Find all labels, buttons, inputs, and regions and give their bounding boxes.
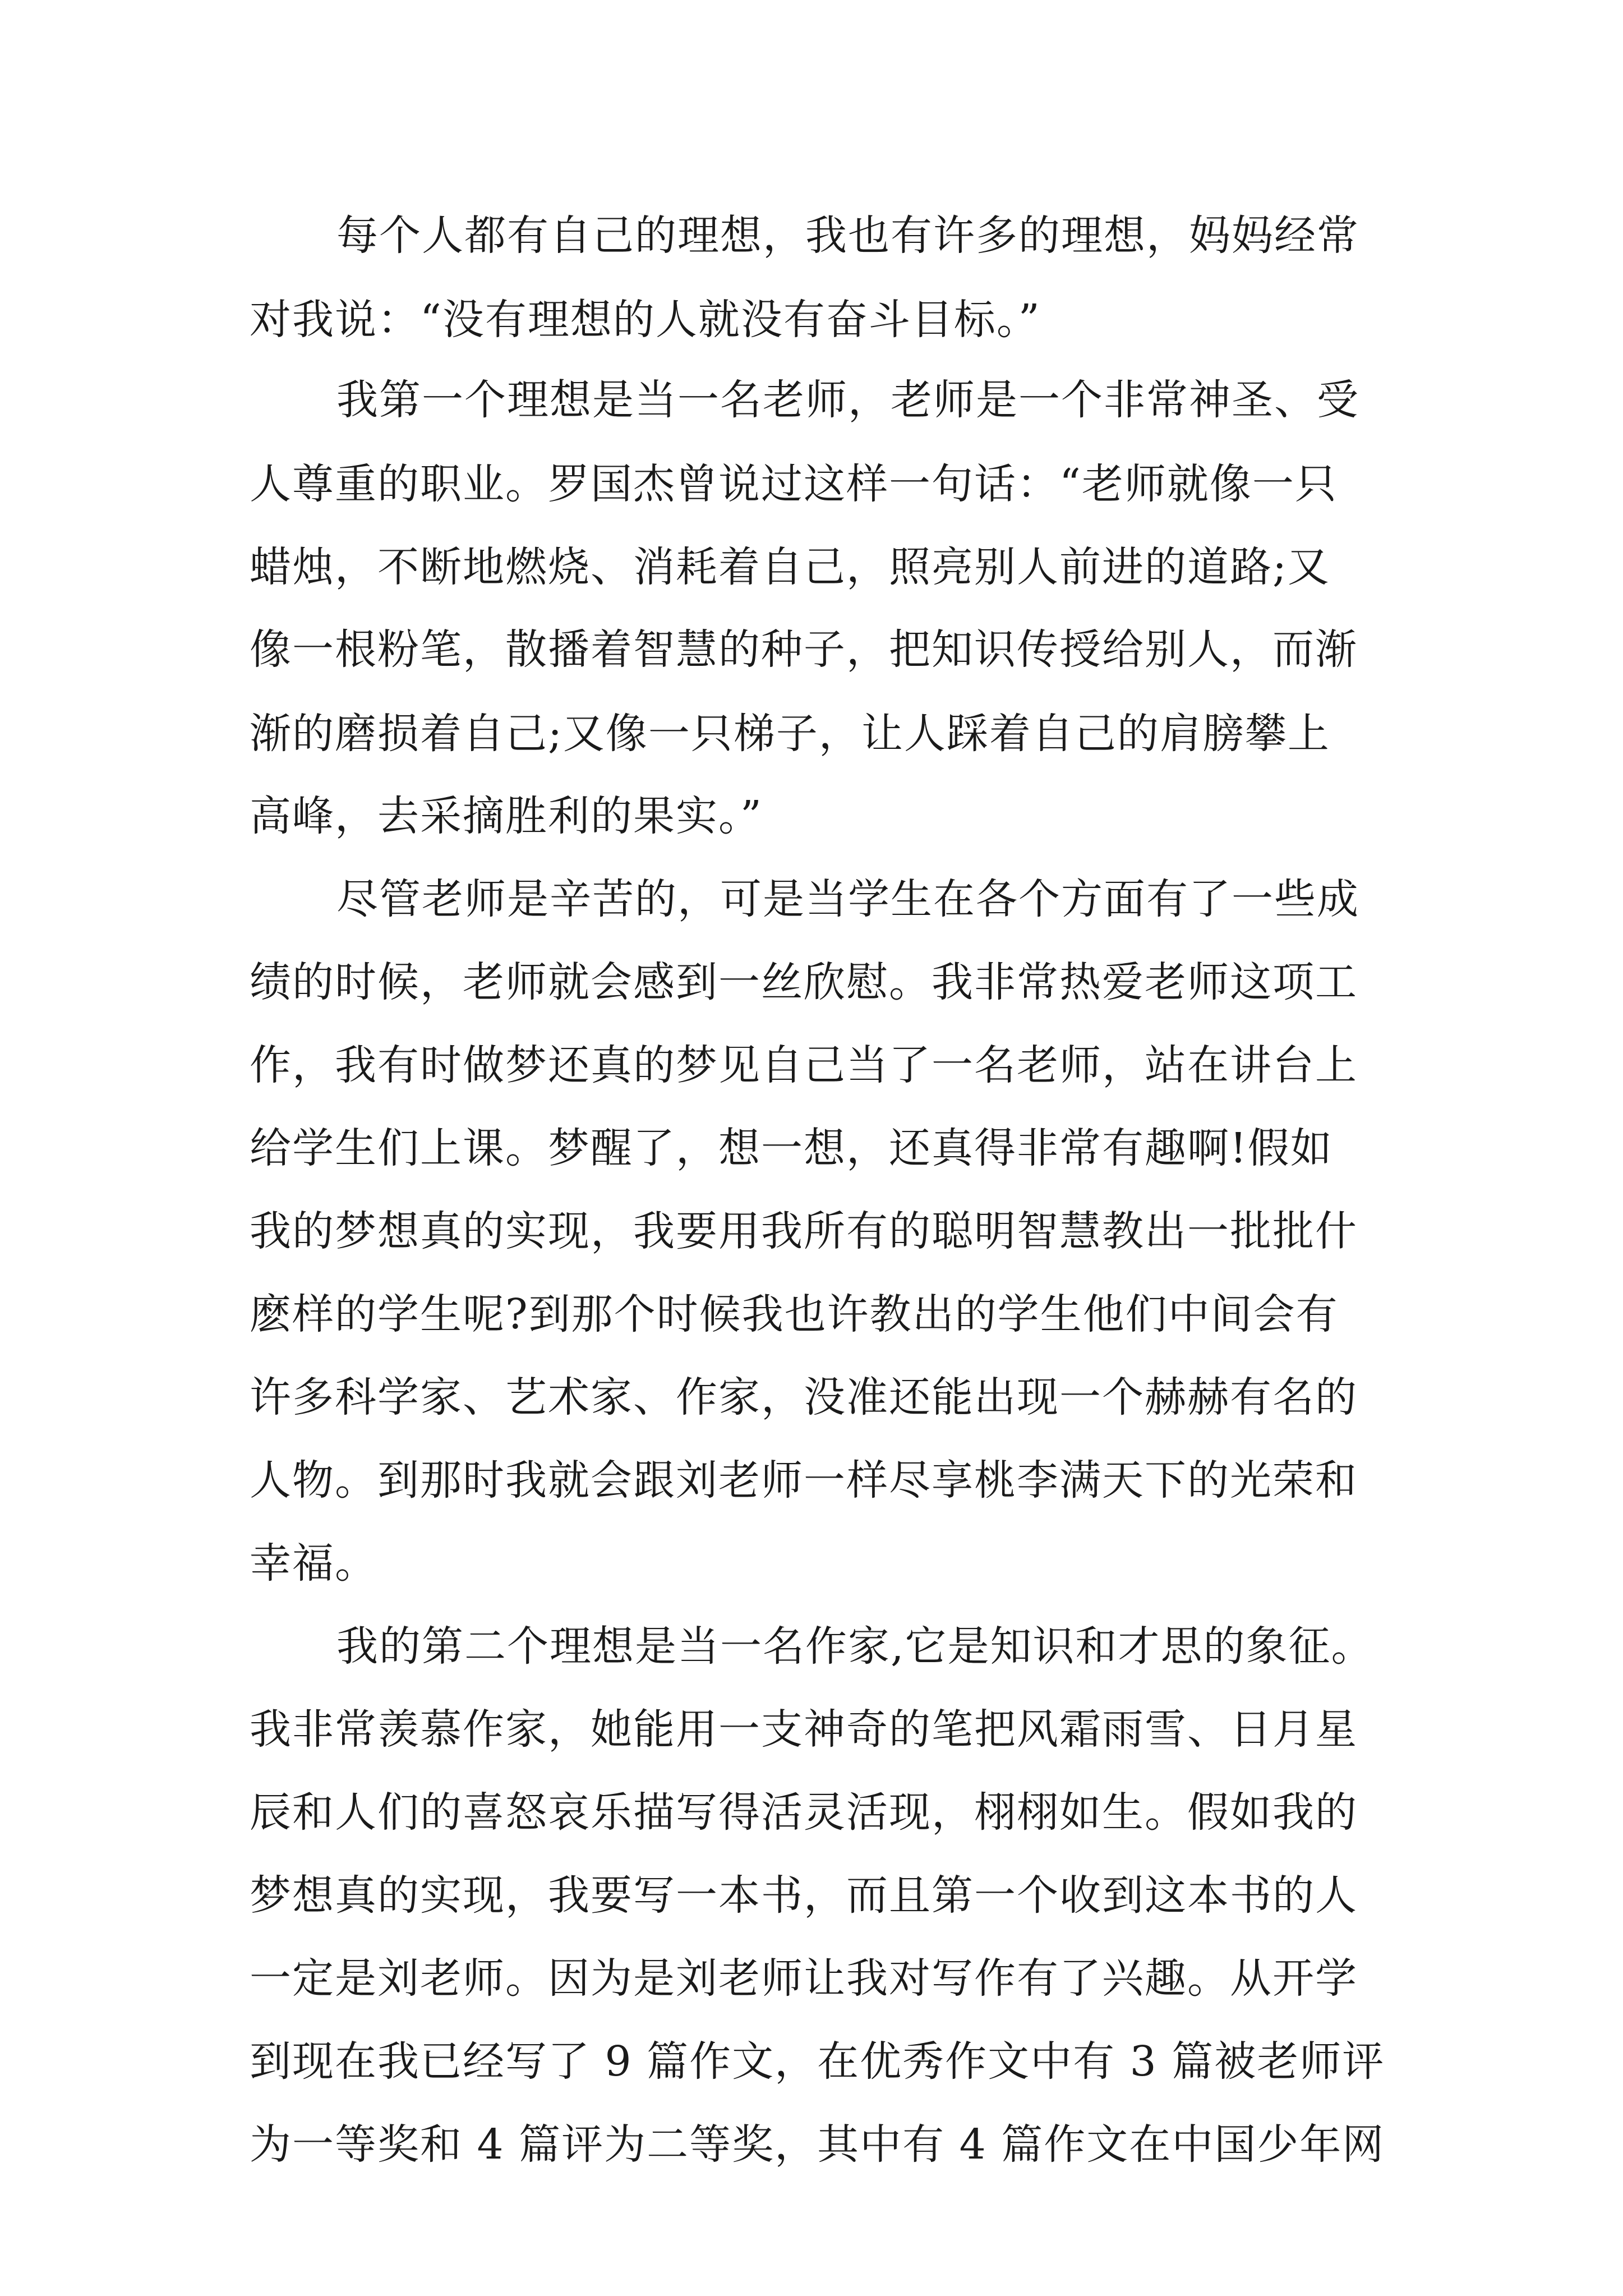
text-line-content: 蜡烛，不断地燃烧、消耗着自己，照亮别人前进的道路;又 bbox=[250, 543, 1330, 591]
text-line-content: 高峰，去采摘胜利的果实。” bbox=[250, 792, 763, 840]
text-line-content: 许多科学家、艺术家、作家，没准还能出现一个赫赫有名的 bbox=[250, 1373, 1358, 1421]
text-line bbox=[0, 1853, 1623, 1938]
text-line bbox=[0, 525, 1623, 609]
text-line bbox=[0, 1604, 1623, 1688]
text-line bbox=[0, 1770, 1623, 1855]
text-line-content: 我第一个理想是当一名老师，老师是一个非常神圣、受 bbox=[336, 376, 1359, 424]
text-line bbox=[0, 2019, 1623, 2104]
text-line bbox=[0, 442, 1623, 526]
text-line bbox=[0, 692, 1623, 776]
text-line-content: 绩的时候，老师就会感到一丝欣慰。我非常热爱老师这项工 bbox=[250, 958, 1358, 1006]
text-line-content: 人物。到那时我就会跟刘老师一样尽享桃李满天下的光荣和 bbox=[250, 1456, 1358, 1504]
text-line bbox=[0, 940, 1623, 1024]
text-line-content: 幸福。 bbox=[250, 1539, 377, 1588]
text-line-content: 一定是刘老师。因为是刘老师让我对写作有了兴趣。从开学 bbox=[250, 1954, 1358, 2003]
text-line-content: 给学生们上课。梦醒了，想一想，还真得非常有趣啊!假如 bbox=[250, 1124, 1333, 1172]
text-line bbox=[0, 1438, 1623, 1522]
text-line-content: 像一根粉笔，散播着智慧的种子，把知识传授给别人，而渐 bbox=[250, 625, 1358, 674]
text-line-content: 我的梦想真的实现，我要用我所有的聪明智慧教出一批批什 bbox=[250, 1207, 1358, 1255]
text-line bbox=[0, 1189, 1623, 1273]
text-line bbox=[0, 2102, 1623, 2187]
text-line bbox=[0, 1272, 1623, 1356]
text-line bbox=[0, 194, 1623, 278]
text-line bbox=[0, 358, 1623, 442]
text-line bbox=[0, 278, 1623, 362]
text-line bbox=[0, 1023, 1623, 1107]
text-line-content: 我的第二个理想是当一名作家,它是知识和才思的象征。 bbox=[336, 1622, 1374, 1671]
text-line-content: 每个人都有自己的理想，我也有许多的理想，妈妈经常 bbox=[336, 211, 1359, 260]
text-line-content: 渐的磨损着自己;又像一只梯子，让人踩着自己的肩膀攀上 bbox=[250, 710, 1330, 758]
text-line bbox=[0, 857, 1623, 941]
text-line-content: 对我说：“没有理想的人就没有奋斗目标。” bbox=[250, 296, 1041, 344]
text-line-content: 梦想真的实现，我要写一本书，而且第一个收到这本书的人 bbox=[250, 1871, 1358, 1920]
text-line-content: 到现在我已经写了 9 篇作文，在优秀作文中有 3 篇被老师评 bbox=[250, 2037, 1385, 2086]
text-line bbox=[0, 1106, 1623, 1190]
text-line bbox=[0, 1521, 1623, 1605]
text-line bbox=[0, 1687, 1623, 1772]
text-line-content: 人尊重的职业。罗国杰曾说过这样一句话：“老师就像一只 bbox=[250, 460, 1338, 508]
text-line-content: 麽样的学生呢?到那个时候我也许教出的学生他们中间会有 bbox=[250, 1290, 1339, 1338]
text-line-content: 为一等奖和 4 篇评为二等奖，其中有 4 篇作文在中国少年网 bbox=[250, 2120, 1385, 2169]
text-line bbox=[0, 774, 1623, 858]
text-line bbox=[0, 608, 1623, 692]
text-line-content: 我非常羡慕作家，她能用一支神奇的笔把风霜雨雪、日月星 bbox=[250, 1705, 1358, 1754]
text-line bbox=[0, 1936, 1623, 2021]
text-line-content: 作，我有时做梦还真的梦见自己当了一名老师，站在讲台上 bbox=[250, 1041, 1358, 1089]
text-line-content: 尽管老师是辛苦的，可是当学生在各个方面有了一些成 bbox=[336, 875, 1359, 923]
text-line bbox=[0, 1355, 1623, 1439]
text-line-content: 辰和人们的喜怒哀乐描写得活灵活现，栩栩如生。假如我的 bbox=[250, 1788, 1358, 1837]
